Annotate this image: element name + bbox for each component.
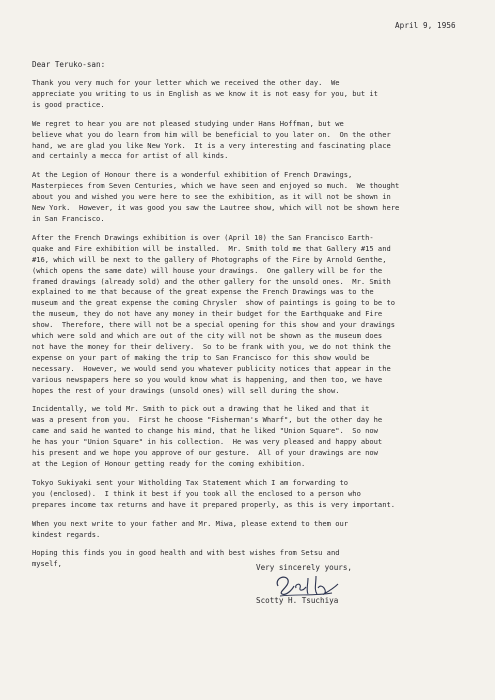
letter-body bbox=[32, 78, 474, 578]
paragraph-line: show. Therefore, there will not be a special opening for this show and your drawings bbox=[32, 320, 396, 330]
paragraph-line: appreciate you writing to us in English as we know it is not easy for you, but it bbox=[32, 88, 378, 98]
paragraph-line: believe what you do learn from him will be beneficial to you later on. On the other bbox=[32, 129, 391, 139]
paragraph-line: explained to me that because of the great expense the French Drawings was to the bbox=[32, 287, 374, 297]
paragraph-line: Hoping this finds you in good health and with best wishes from Setsu and bbox=[32, 548, 340, 558]
paragraph-line: hand, we are glad you like New York. It is a very interesting and fascinating place bbox=[32, 140, 391, 150]
paragraph-line: New York. However, it was good you saw the Lautree show, which will not be shown here bbox=[32, 203, 400, 213]
paragraph-line: was a present from you. First he choose "Fisherman's Wharf", but the other day he bbox=[32, 415, 383, 425]
paragraph-line: hopes the rest of your drawings (unsold ones) will sell during the show. bbox=[32, 385, 340, 395]
paragraph-line: in San Francisco. bbox=[32, 213, 105, 223]
paragraph-line: Incidentally, we told Mr. Smith to pick out a drawing that he liked and that it bbox=[32, 404, 370, 414]
letter-paragraph bbox=[32, 519, 474, 541]
paragraph-line: about you and wished you were here to see the exhibition, as it will not be shown in bbox=[32, 192, 391, 202]
paragraph-line: Tokyo Sukiyaki sent your Witholding Tax Statement which I am forwarding to bbox=[32, 477, 349, 487]
paragraph-line: When you next write to your father and Mr. Miwa, please extend to them our bbox=[32, 518, 349, 528]
paragraph-line: framed drawings (already sold) and the other gallery for the unsold ones. Mr. Smith bbox=[32, 276, 391, 286]
paragraph-line: Thank you very much for your letter which we received the other day. We bbox=[32, 78, 340, 87]
paragraph-line: his present and we hope you approve of our gesture. All of your drawings are now bbox=[32, 448, 378, 458]
paragraph-line: not have the money for their delivery. So to be frank with you, we do not think the bbox=[32, 341, 391, 351]
letter-paragraph bbox=[32, 78, 474, 111]
paragraph-line: at the Legion of Honour getting ready for the coming exhibition. bbox=[32, 459, 306, 468]
closing: Very sincerely yours, bbox=[256, 563, 353, 572]
paragraph-line: he has your "Union Square" in his collection. He was very pleased and happy about bbox=[32, 437, 383, 447]
letter-paragraph bbox=[32, 233, 474, 397]
paragraph-line: At the Legion of Honour there is a wonderful exhibition of French Drawings, bbox=[32, 170, 353, 180]
paragraph-line: expense on your part of making the trip to San Francisco for this show would be bbox=[32, 352, 370, 362]
letter-paragraph bbox=[32, 404, 474, 469]
paragraph-line: came and said he wanted to change his mind, that he liked "Union Square". So now bbox=[32, 426, 378, 436]
letter-paragraph bbox=[32, 119, 474, 163]
paragraph-line: the museum, they do not have any money in their budget for the Earthquake and Fire bbox=[32, 309, 383, 319]
paragraph-line: which were sold and which are out of the city will not be shown as the museum does bbox=[32, 331, 383, 341]
paragraph-line: museum and the great expense the coming Chrysler show of paintings is going to be to bbox=[32, 298, 396, 308]
signer-name: Scotty H. Tsuchiya bbox=[256, 596, 339, 605]
paragraph-line: (which opens the same date) will house your drawings. One gallery will be for the bbox=[32, 265, 383, 275]
paragraph-line: you (enclosed). I think it best if you took all the enclosed to a person who bbox=[32, 488, 361, 498]
paragraph-line: #16, which will be next to the gallery of Photographs of the Fire by Arnold Genthe, bbox=[32, 254, 387, 264]
letter-paragraph bbox=[32, 170, 474, 225]
salutation: Dear Teruko-san: bbox=[32, 60, 106, 69]
paragraph-line: is good practice. bbox=[32, 99, 105, 109]
letter-paragraph bbox=[32, 548, 474, 570]
paragraph-line: various newspapers here so you would know what is happening, and then too, we have bbox=[32, 374, 383, 384]
paragraph-line: After the French Drawings exhibition is over (April 10) the San Francisco Earth- bbox=[32, 232, 374, 242]
paragraph-line: We regret to hear you are not pleased studying under Hans Hoffman, but we bbox=[32, 118, 344, 128]
paragraph-line: quake and Fire exhibition will be installed. Mr. Smith told me that Gallery #15 and bbox=[32, 243, 391, 253]
paragraph-line: kindest regards. bbox=[32, 529, 101, 539]
paragraph-line: necessary. However, we would send you whatever publicity notices that appear in the bbox=[32, 363, 391, 373]
paragraph-line: myself, bbox=[32, 559, 62, 569]
letter-paragraph bbox=[32, 478, 474, 511]
paragraph-line: and certainly a mecca for artist of all kinds. bbox=[32, 151, 229, 161]
paragraph-line: prepares income tax returns and have it prepared properly, as this is very important. bbox=[32, 499, 396, 509]
paragraph-line: Masterpieces from Seven Centuries, which we have seen and enjoyed so much. We thought bbox=[32, 181, 400, 191]
letter-date: April 9, 1956 bbox=[395, 21, 456, 30]
handwritten-signature bbox=[272, 572, 342, 598]
